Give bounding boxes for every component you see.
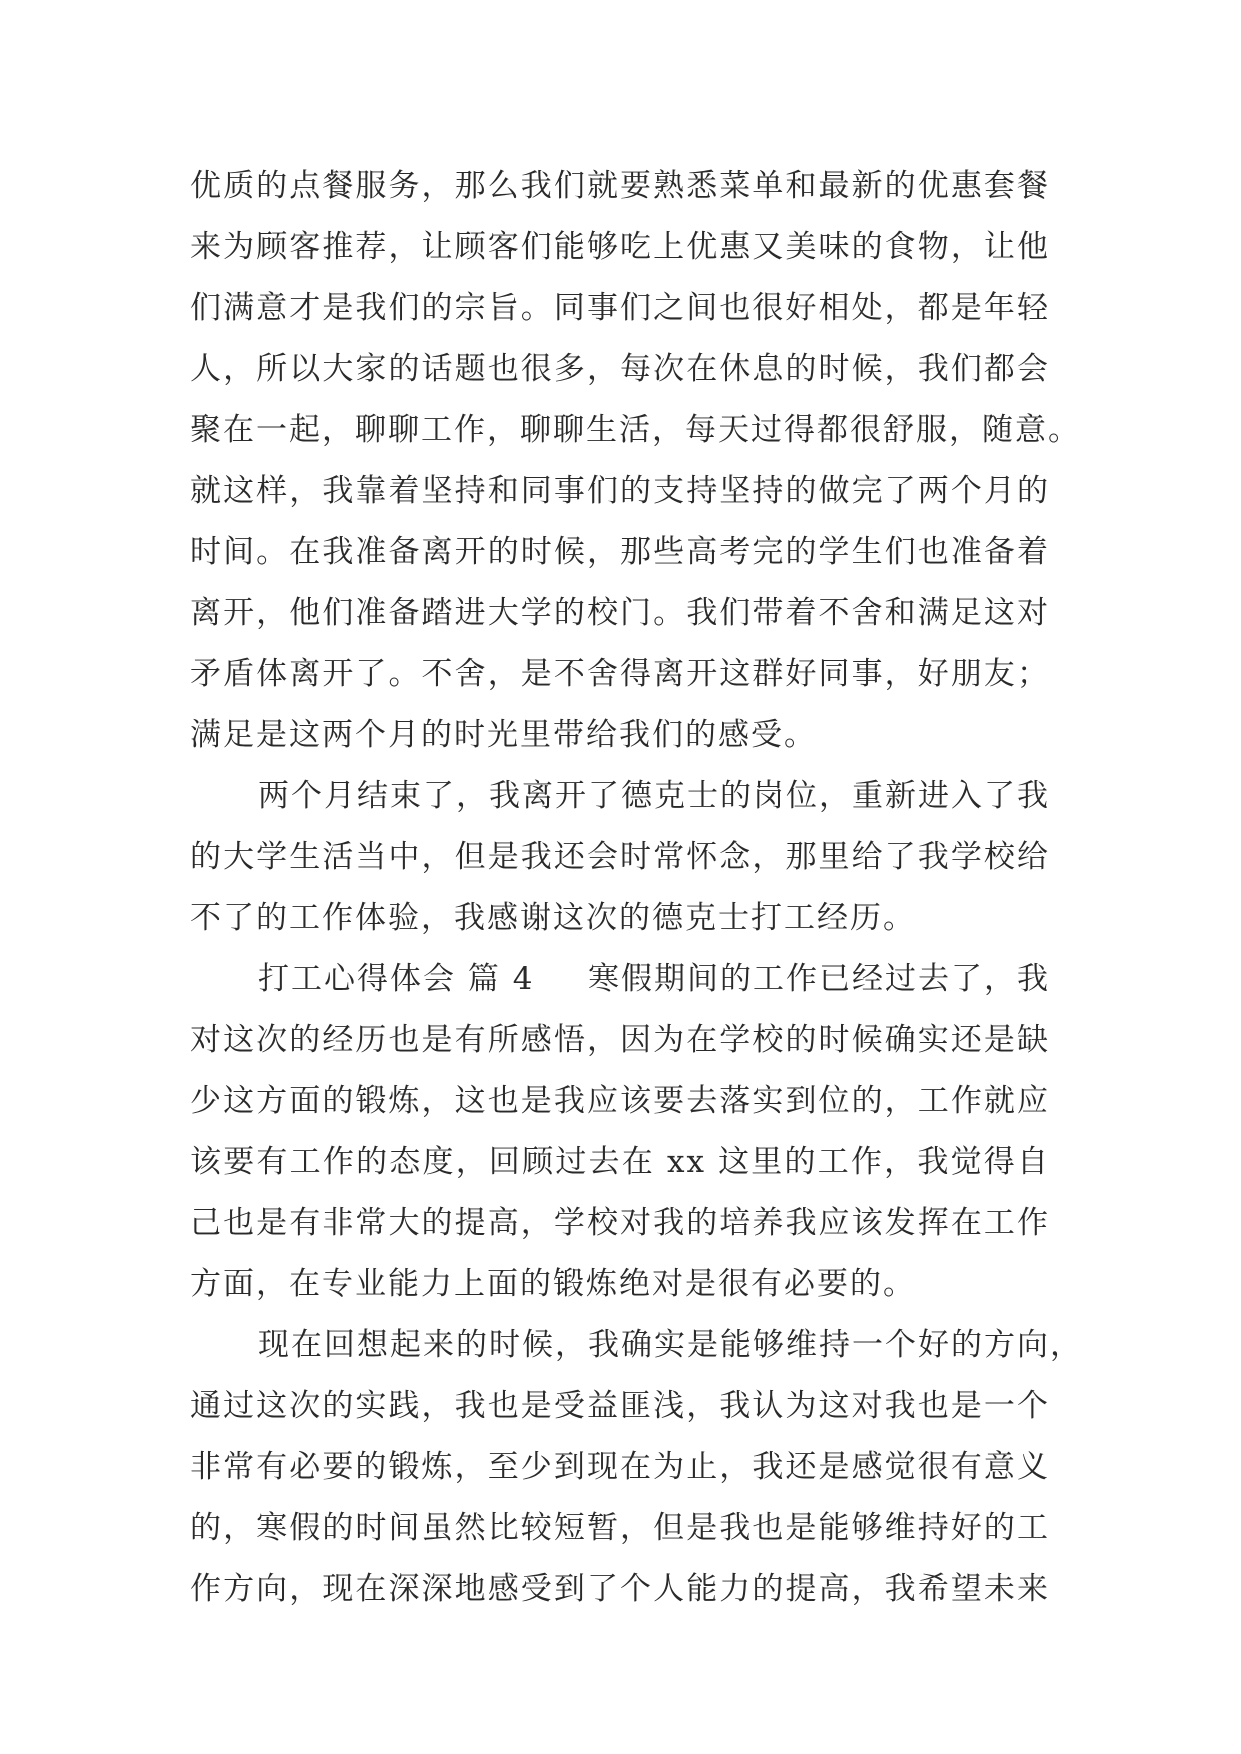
text-line: 方面，在专业能力上面的锻炼绝对是很有必要的。 xyxy=(190,1266,916,1302)
text-line: 来为顾客推荐，让顾客们能够吃上优惠又美味的食物，让他 xyxy=(190,229,1050,265)
document-body xyxy=(190,156,1083,1620)
text-line: 的，寒假的时间虽然比较短暂，但是我也是能够维持好的工 xyxy=(190,1510,1050,1546)
text-line: 离开，他们准备踏进大学的校门。我们带着不舍和满足这对 xyxy=(190,595,1050,631)
text-line: 该要有工作的态度，回顾过去在 xx 这里的工作，我觉得自 xyxy=(190,1144,1050,1180)
text-line: 矛盾体离开了。不舍，是不舍得离开这群好同事，好朋友； xyxy=(190,656,1050,692)
text-line: 少这方面的锻炼，这也是我应该要去落实到位的，工作就应 xyxy=(190,1083,1050,1119)
text-line: 作方向，现在深深地感受到了个人能力的提高，我希望未来 xyxy=(190,1571,1050,1607)
text-line: 人，所以大家的话题也很多，每次在休息的时候，我们都会 xyxy=(190,351,1050,387)
text-line: 对这次的经历也是有所感悟，因为在学校的时候确实还是缺 xyxy=(190,1022,1050,1058)
paragraph-start-line: 两个月结束了，我离开了德克士的岗位，重新进入了我 xyxy=(258,778,1050,814)
section-heading-line xyxy=(190,949,1050,1010)
text-line: 通过这次的实践，我也是受益匪浅，我认为这对我也是一个 xyxy=(190,1388,1050,1424)
text-line: 时间。在我准备离开的时候，那些高考完的学生们也准备着 xyxy=(190,534,1050,570)
text-line: 就这样，我靠着坚持和同事们的支持坚持的做完了两个月的 xyxy=(190,473,1050,509)
paragraph-start-line: 现在回想起来的时候，我确实是能够维持一个好的方向， xyxy=(258,1327,1083,1363)
text-line: 不了的工作体验，我感谢这次的德克士打工经历。 xyxy=(190,900,916,936)
text-line: 己也是有非常大的提高，学校对我的培养我应该发挥在工作 xyxy=(190,1205,1050,1241)
text-line: 非常有必要的锻炼，至少到现在为止，我还是感觉很有意义 xyxy=(190,1449,1050,1485)
text-line: 寒假期间的工作已经过去了，我 xyxy=(588,961,1050,997)
section-heading: 打工心得体会 篇 4 xyxy=(258,961,535,997)
text-line: 优质的点餐服务，那么我们就要熟悉菜单和最新的优惠套餐 xyxy=(190,168,1050,204)
text-line: 们满意才是我们的宗旨。同事们之间也很好相处，都是年轻 xyxy=(190,290,1050,326)
text-line: 满足是这两个月的时光里带给我们的感受。 xyxy=(190,717,817,753)
text-line: 聚在一起，聊聊工作，聊聊生活，每天过得都很舒服，随意。 xyxy=(190,412,1081,448)
text-line: 的大学生活当中，但是我还会时常怀念，那里给了我学校给 xyxy=(190,839,1050,875)
